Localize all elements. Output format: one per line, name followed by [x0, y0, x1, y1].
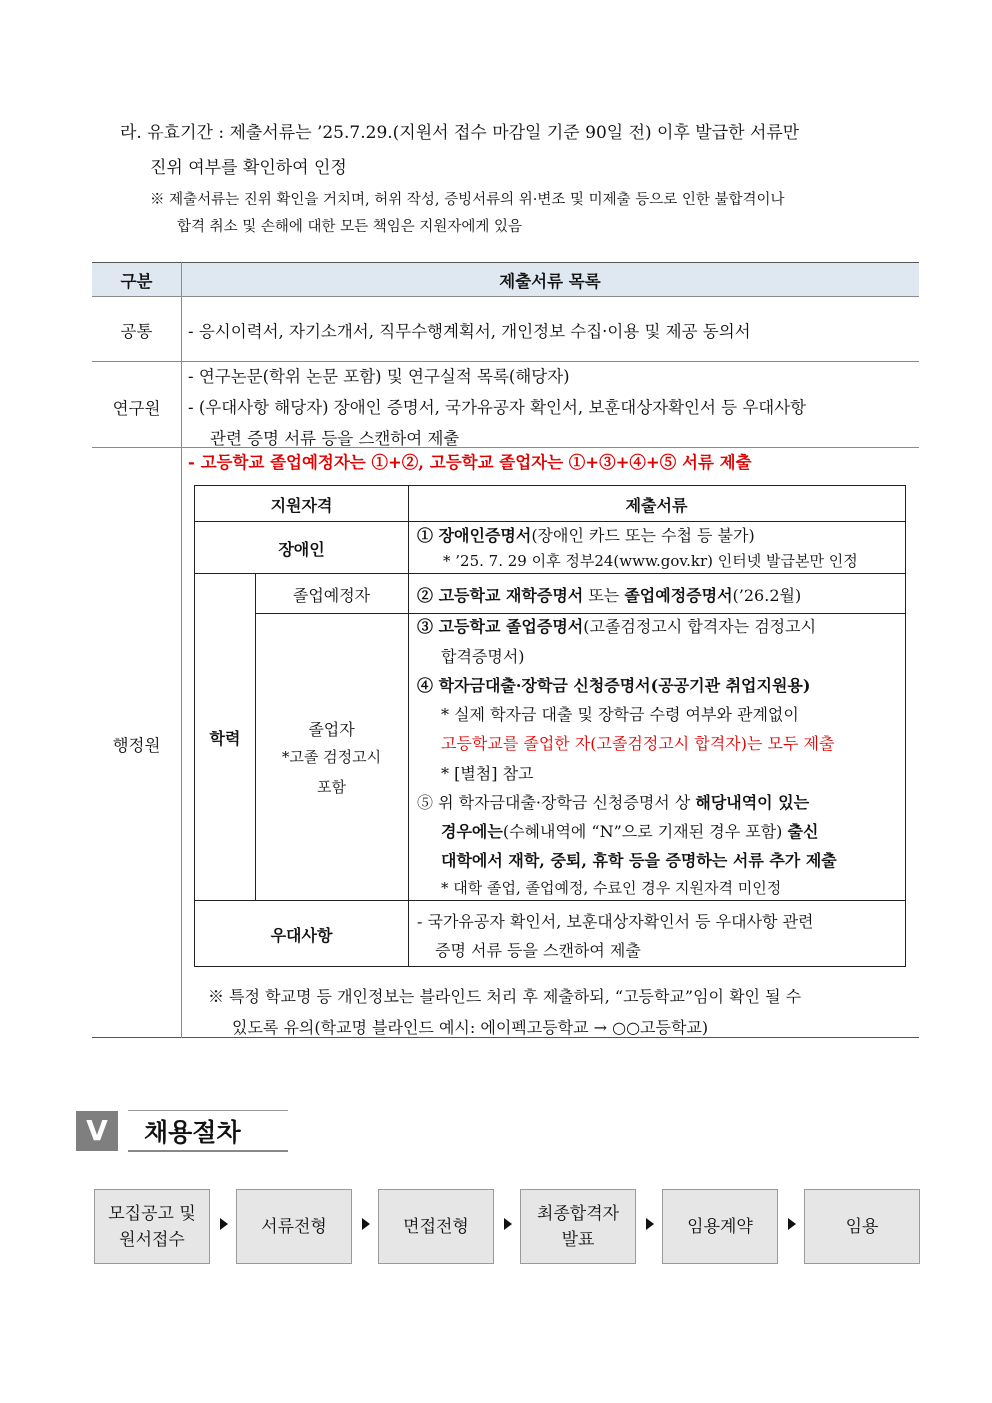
admin-docs-table — [194, 485, 906, 967]
grad-doc-5-intro: ⑤ 위 학자금대출·장학금 신청증명서 상 — [417, 793, 696, 812]
step-appointment — [804, 1189, 920, 1264]
row-common-docs: - 응시이력서, 자기소개서, 직무수행계획서, 개인정보 수집·이용 및 제공 동의서 — [188, 322, 751, 341]
grad-doc-3-title: ③ 고등학교 졸업증명서 — [417, 617, 584, 636]
grad-doc-5-line3: 대학에서 재학, 중퇴, 휴학 등을 증명하는 서류 추가 제출 — [441, 851, 837, 870]
disabled-doc-detail: (장애인 카드 또는 수첩 등 불가) — [531, 526, 755, 545]
header-category: 구분 — [120, 272, 153, 291]
section-rule-bottom — [128, 1150, 288, 1152]
grad-doc-4-title: ④ 학자금대출·장학금 신청증명서(공공기관 취업지원용) — [417, 676, 811, 695]
graduate-label-note: *고졸 검정고시 — [281, 748, 382, 766]
grad-doc-5-emph-1: 해당내역이 있는 — [695, 793, 810, 812]
validity-line-1: 라. 유효기간 : 제출서류는 ’25.7.29.(지원서 접수 마감일 기준 90일 전) 이후 발급한 서류만 — [120, 123, 800, 143]
grad-doc-5-emph-2: 경우에는 — [441, 822, 503, 841]
education-label: 학력 — [209, 729, 241, 748]
grad-doc-4-note-1: * 실제 학자금 대출 및 장학금 수령 여부와 관계없이 — [441, 705, 799, 724]
step-4-line-1: 최종합격자 — [536, 1203, 620, 1224]
step-recruit-notice — [94, 1189, 210, 1264]
arrow-right-icon — [220, 1218, 228, 1230]
preferential-doc-1: - 국가유공자 확인서, 보훈대상자확인서 등 우대사항 관련 — [417, 912, 814, 931]
disabled-doc — [417, 523, 755, 546]
graduate-label-include: 포함 — [317, 778, 346, 796]
expected-doc-title-2: 졸업예정증명서 — [624, 586, 733, 605]
grad-doc-5-detail: (수혜내역에 “N”으로 기재된 경우 포함) — [502, 822, 788, 841]
grad-doc-4-note-2: 고등학교를 졸업한 자(고졸검정고시 합격자)는 모두 제출 — [441, 734, 835, 753]
grad-doc-3 — [417, 614, 816, 637]
grad-doc-4-note-3: * [별첨] 참고 — [441, 764, 534, 783]
expected-doc-title-1: ② 고등학교 재학증명서 — [417, 586, 584, 605]
disabled-doc-note: * ’25. 7. 29 이후 정부24(www.gov.kr) 인터넷 발급본만 인정 — [443, 552, 858, 570]
grad-doc-3-line2: 합격증명서) — [441, 647, 525, 666]
inner-header-qualification: 지원자격 — [270, 496, 333, 515]
arrow-right-icon — [788, 1218, 796, 1230]
row-research-doc-1: - 연구논문(학위 논문 포함) 및 연구실적 목록(해당자) — [188, 367, 570, 386]
graduate-label: 졸업자 — [308, 720, 355, 739]
header-documents: 제출서류 목록 — [499, 272, 601, 291]
arrow-right-icon — [504, 1218, 512, 1230]
row-research-doc-2: - (우대사항 해당자) 장애인 증명서, 국가유공자 확인서, 보훈대상자확인서 등 우대사항 — [188, 398, 807, 417]
grad-doc-5-line1 — [417, 790, 809, 813]
section-title: 채용절차 — [144, 1118, 241, 1147]
arrow-right-icon — [362, 1218, 370, 1230]
grad-doc-5-emph-3: 출신 — [787, 822, 819, 841]
section-number-badge: V — [76, 1111, 118, 1151]
inner-header-documents: 제출서류 — [625, 496, 688, 515]
row-common-category: 공통 — [120, 322, 153, 341]
row-research-category: 연구원 — [112, 399, 161, 418]
expected-doc-date: (’26.2월) — [732, 586, 802, 605]
validity-note-1: ※ 제출서류는 진위 확인을 거치며, 허위 작성, 증빙서류의 위·변조 및 미제출 등으로 인한 불합격이나 — [150, 192, 785, 208]
grad-doc-5-line2 — [441, 819, 818, 842]
step-employment-contract — [662, 1189, 778, 1264]
step-final-announcement — [520, 1189, 636, 1264]
expected-graduate-label: 졸업예정자 — [292, 586, 371, 605]
footnote-line-2: 있도록 유의(학교명 블라인드 예시: 에이펙고등학교 → ○○고등학교) — [232, 1018, 709, 1037]
expected-doc-or: 또는 — [583, 586, 625, 605]
grad-doc-5-note: * 대학 졸업, 졸업예정, 수료인 경우 지원자격 미인정 — [441, 879, 782, 897]
row-research-doc-3: 관련 증명 서류 등을 스캔하여 제출 — [210, 429, 460, 448]
disabled-label: 장애인 — [278, 540, 325, 559]
step-document-screening — [236, 1189, 352, 1264]
preferential-label: 우대사항 — [270, 926, 333, 945]
grad-doc-3-detail: (고졸검정고시 합격자는 검정고시 — [583, 617, 817, 636]
step-6-label: 임용 — [845, 1216, 879, 1237]
step-5-label: 임용계약 — [687, 1216, 753, 1237]
expected-doc — [417, 583, 801, 606]
step-interview — [378, 1189, 494, 1264]
validity-line-2: 진위 여부를 확인하여 인정 — [150, 158, 347, 178]
step-1-line-1: 모집공고 및 — [108, 1203, 196, 1224]
footnote-line-1: ※ 특정 학교명 등 개인정보는 블라인드 처리 후 제출하되, “고등학교”임이 확인 될 수 — [208, 987, 802, 1006]
disabled-doc-title: ① 장애인증명서 — [417, 526, 532, 545]
step-3-label: 면접전형 — [403, 1216, 469, 1237]
section-rule-top — [128, 1110, 288, 1111]
validity-note-2: 합격 취소 및 손해에 대한 모든 책임은 지원자에게 있음 — [177, 219, 523, 235]
row-admin-category: 행정원 — [112, 736, 161, 755]
step-4-line-2: 발표 — [561, 1229, 595, 1250]
step-2-label: 서류전형 — [261, 1216, 327, 1237]
arrow-right-icon — [646, 1218, 654, 1230]
step-1-line-2: 원서접수 — [119, 1229, 185, 1250]
row-admin-summary: - 고등학교 졸업예정자는 ①+②, 고등학교 졸업자는 ①+③+④+⑤ 서류 제출 — [188, 453, 752, 472]
preferential-doc-2: 증명 서류 등을 스캔하여 제출 — [435, 941, 641, 960]
